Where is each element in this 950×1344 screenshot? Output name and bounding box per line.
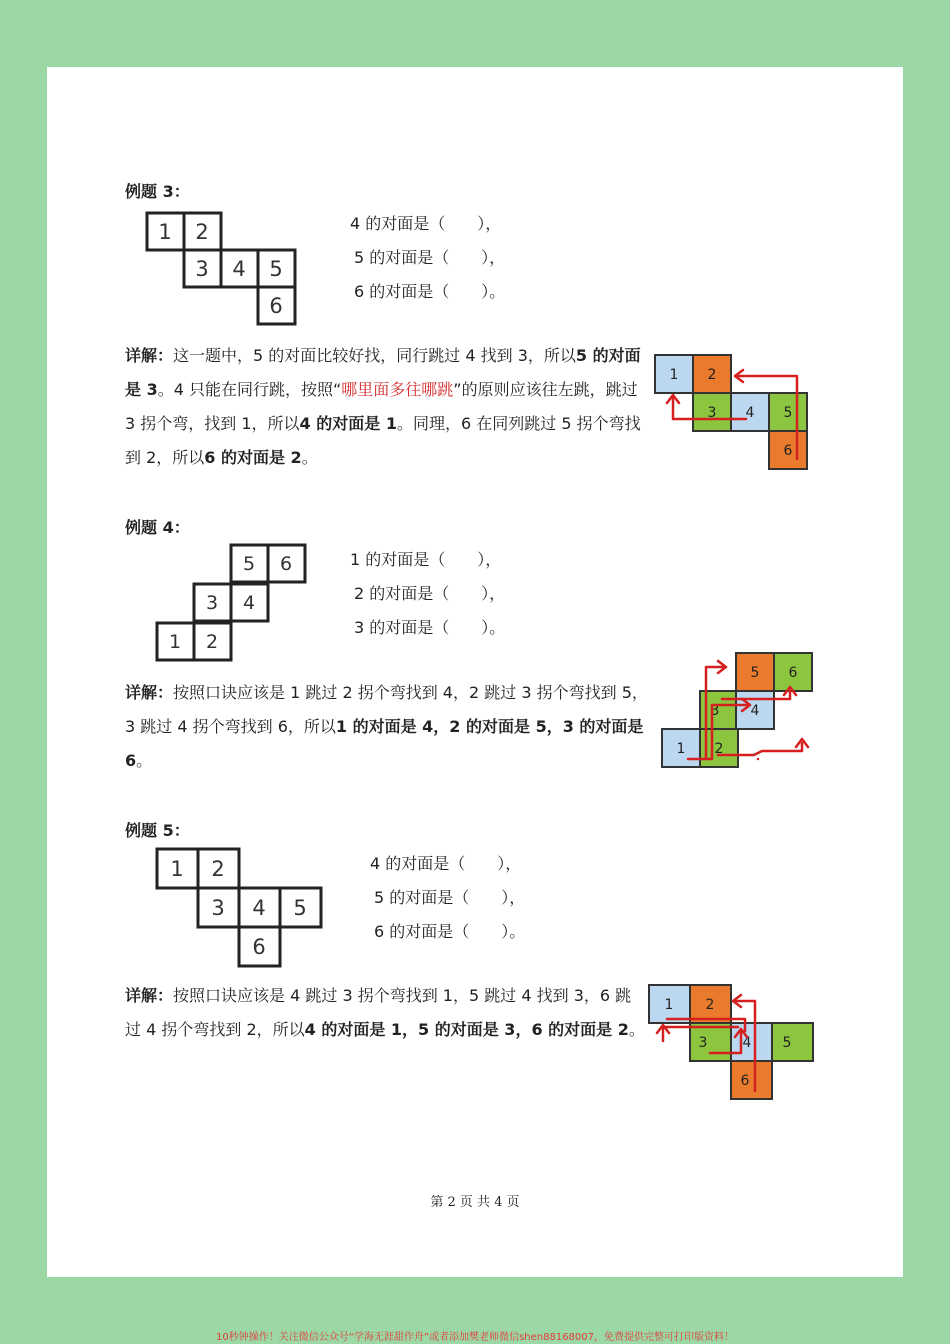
net-number: 2	[211, 857, 225, 881]
solution-number: 2	[707, 367, 717, 383]
explanation-paragraph: 详解：按照口诀应该是 1 跳过 2 拐个弯找到 4，2 跳过 3 拐个弯找到 5，3 跳过 4 拐个弯找到 6，所以1 的对面是 4，2 的对面是 5，3 的对面是 6。	[125, 683, 648, 770]
solution-number: 1	[669, 367, 679, 383]
net-number: 6	[269, 294, 283, 318]
net-number: 3	[205, 592, 219, 614]
question-line: 6 的对面是（ ）。	[374, 922, 526, 941]
detail-label: 详解：	[125, 346, 174, 365]
example-4-title: 例题 4：	[125, 518, 190, 537]
net-number: 4	[242, 592, 256, 614]
net-number: 4	[232, 257, 246, 281]
solution-number: 5	[782, 1035, 792, 1051]
example-5-title: 例题 5：	[125, 821, 190, 840]
solution-number: 1	[664, 997, 674, 1013]
solution-cell	[731, 1023, 772, 1061]
solution-number: 6	[740, 1073, 750, 1089]
question-line: 3 的对面是（ ）。	[354, 618, 506, 637]
document-page	[47, 67, 903, 1277]
solution-number: 5	[783, 405, 793, 421]
net-number: 3	[211, 896, 225, 920]
net-number: 1	[170, 857, 184, 881]
net-number: 6	[279, 553, 293, 575]
example-4-solution-figure	[658, 647, 818, 771]
question-line: 2 的对面是（ ），	[354, 584, 506, 603]
solution-number: 3	[707, 405, 717, 421]
net-number: 5	[269, 257, 283, 281]
solution-number: 4	[750, 703, 760, 719]
question-line: 6 的对面是（ ）。	[354, 282, 506, 301]
net-number: 1	[158, 220, 172, 244]
net-number: 2	[195, 220, 209, 244]
example-3-net-figure	[145, 211, 305, 331]
net-number: 5	[242, 553, 256, 575]
solution-number: 4	[745, 405, 755, 421]
explanation-paragraph: 详解：这一题中，5 的对面比较好找，同行跳过 4 找到 3，所以5 的对面是 3。4 只能在同行跳，按照“哪里面多往哪跳”的原则应该往左跳，跳过 3 拐个弯，找到 1，所以4 的对面是 1。同理，6 在同列跳过 5 拐个弯找到 2，所以6 的对面是 2。	[125, 346, 641, 467]
solution-number: 2	[714, 741, 724, 757]
solution-number: 6	[783, 443, 793, 459]
page-footer: 第 2 页 共 4 页	[430, 1195, 520, 1210]
question-line: 4 的对面是（ ），	[370, 854, 522, 873]
solution-cell	[731, 1061, 772, 1099]
net-number: 2	[205, 631, 219, 653]
example-5-net-figure	[155, 847, 327, 971]
detail-label: 详解：	[125, 986, 174, 1005]
example-3-title: 例题 3：	[125, 182, 190, 201]
question-line: 5 的对面是（ ），	[354, 248, 506, 267]
question-line: 1 的对面是（ ），	[350, 550, 502, 569]
question-line: 4 的对面是（ ），	[350, 214, 502, 233]
solution-number: 6	[788, 665, 798, 681]
solution-number: 3	[698, 1035, 708, 1051]
example-5-solution-figure	[645, 981, 815, 1105]
question-line: 5 的对面是（ ），	[374, 888, 526, 907]
solution-number: 5	[750, 665, 760, 681]
promo-banner: 10秒钟操作！关注微信公众号“学海无涯甜作舟”或者添加樊老师微信shen88168007，免费提供完整可打印版资料！	[215, 1332, 735, 1343]
solution-number: 1	[676, 741, 686, 757]
solution-number: 4	[742, 1035, 752, 1051]
net-number: 6	[252, 935, 266, 959]
solution-number: 2	[705, 997, 715, 1013]
solution-cell	[772, 1023, 813, 1061]
net-number: 4	[252, 896, 266, 920]
solution-cell	[690, 1023, 731, 1061]
net-number: 1	[168, 631, 182, 653]
explanation-paragraph: 详解：按照口诀应该是 4 跳过 3 拐个弯找到 1，5 跳过 4 找到 3，6 跳过 4 拐个弯找到 2，所以4 的对面是 1，5 的对面是 3，6 的对面是 2。	[125, 986, 645, 1039]
solution-number: 3	[710, 703, 720, 719]
example-3-solution-figure	[651, 351, 821, 476]
highlight-rule: 哪里面多往哪跳	[341, 380, 454, 399]
net-number: 5	[293, 896, 307, 920]
detail-label: 详解：	[125, 683, 174, 702]
example-4-net-figure	[155, 543, 311, 667]
net-number: 3	[195, 257, 209, 281]
